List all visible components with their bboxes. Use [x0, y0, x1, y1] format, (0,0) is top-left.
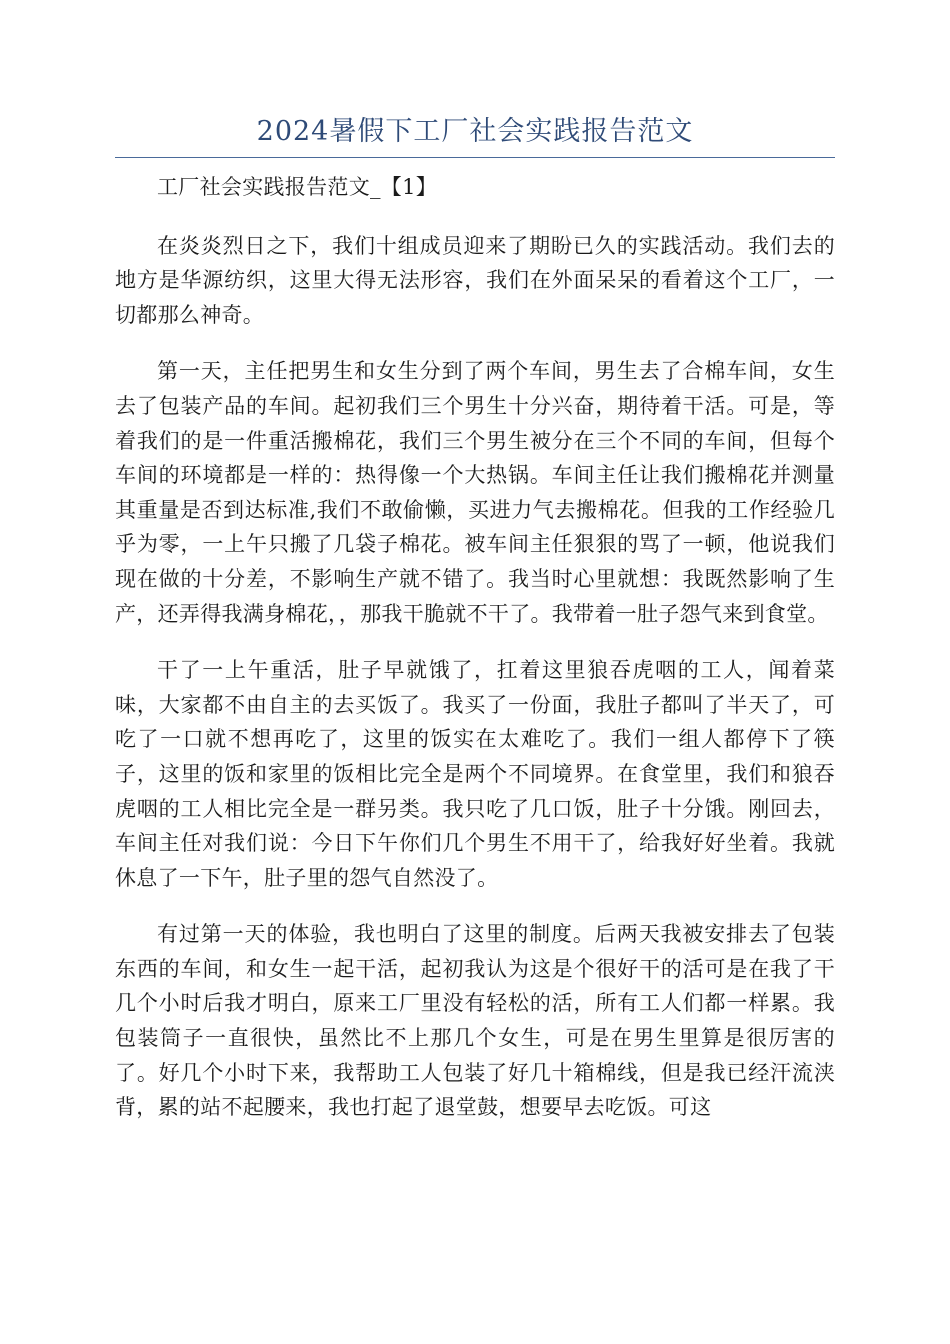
document-title: 2024暑假下工厂社会实践报告范文: [256, 116, 694, 147]
paragraph-3: 干了一上午重活，肚子早就饿了，扛着这里狼吞虎咽的工人，闻着菜味，大家都不由自主的去买饭了。我买了一份面，我肚子都叫了半天了，可吃了一口就不想再吃了，这里的饭实在太难吃了。我们一组人都停下了筷子，这里的饭和家里的饭相比完全是两个不同境界。在食堂里，我们和狼吞虎咽的工人相比完全是一群另类。我只吃了几口饭，肚子十分饿。刚回去，车间主任对我们说：今日下午你们几个男生不用干了，给我好好坐着。我就休息了一下午，肚子里的怨气自然没了。: [115, 658, 835, 890]
document-body: [115, 170, 835, 1147]
title-block: [115, 112, 835, 158]
section-subtitle: 工厂社会实践报告范文_【1】: [157, 175, 438, 199]
paragraph-4: 有过第一天的体验，我也明白了这里的制度。后两天我被安排去了包装东西的车间，和女生一起干活，起初我认为这是个很好干的活可是在我了干几个小时后我才明白，原来工厂里没有轻松的活，所有工人们都一样累。我包装筒子一直很快，虽然比不上那几个女生，可是在男生里算是很厉害的了。好几个小时下来，我帮助工人包装了好几十箱棉线，但是我已经汗流浃背，累的站不起腰来，我也打起了退堂鼓，想要早去吃饭。可这: [115, 922, 835, 1120]
paragraph-2: 第一天，主任把男生和女生分到了两个车间，男生去了合棉车间，女生去了包装产品的车间。起初我们三个男生十分兴奋，期待着干活。可是，等着我们的是一件重活搬棉花，我们三个男生被分在三个不同的车间，但每个车间的环境都是一样的：热得像一个大热锅。车间主任让我们搬棉花并测量其重量是否到达标准,我们不敢偷懒，买进力气去搬棉花。但我的工作经验几乎为零，一上午只搬了几袋子棉花。被车间主任狠狠的骂了一顿，他说我们现在做的十分差，不影响生产就不错了。我当时心里就想：我既然影响了生产，还弄得我满身棉花，，那我干脆就不干了。我带着一肚子怨气来到食堂。: [115, 359, 835, 626]
paragraph-1: 在炎炎烈日之下，我们十组成员迎来了期盼已久的实践活动。我们去的地方是华源纺织，这里大得无法形容，我们在外面呆呆的看着这个工厂，一切都那么神奇。: [115, 233, 835, 327]
